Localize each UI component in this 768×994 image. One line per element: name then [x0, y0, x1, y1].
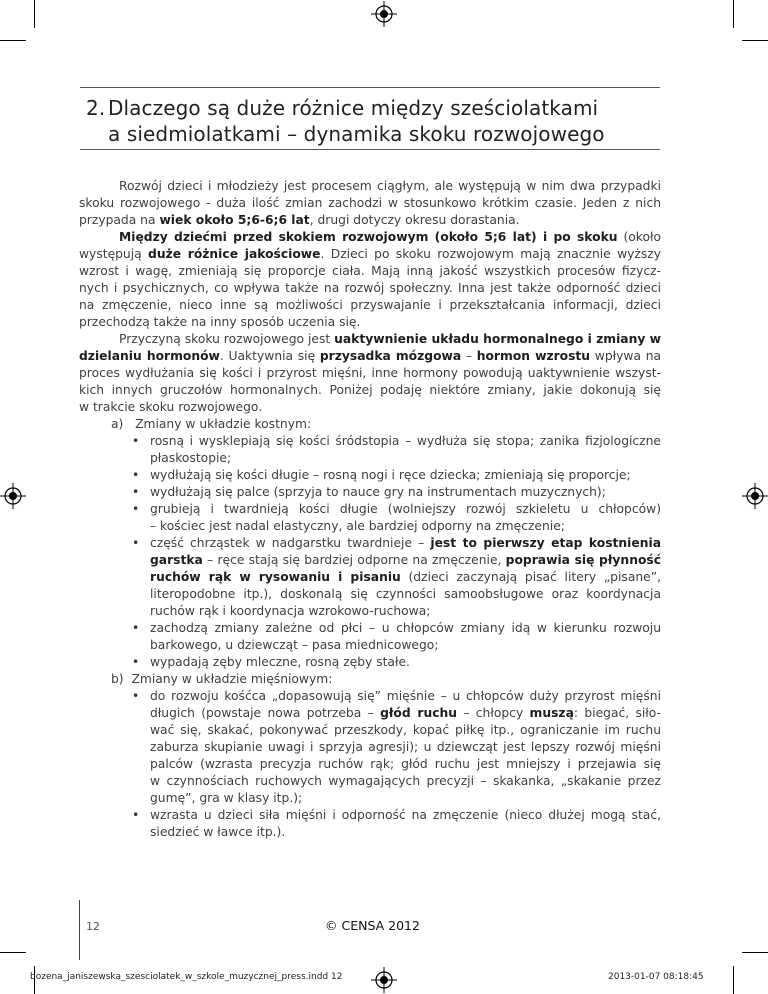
paragraph-line: w trakcie skoku rozwojowego. [79, 400, 263, 414]
paragraph-line: skoku rozwojowego - duża ilość zmian zachodzi w stosunkowo krótkim czasie. Jeden z nich [79, 196, 661, 210]
print-slug-date: 2013-01-07 08:18:45 [608, 972, 704, 982]
section-a-title: a) Zmiany w układzie kostnym: [111, 417, 312, 431]
crop-mark [742, 40, 768, 41]
crop-mark [34, 0, 35, 28]
chapter-heading: 2. Dlaczego są duże różnice między sześciolatkami a siedmiolatkami – dynamika skoku rozwojowego [86, 96, 605, 146]
paragraph-line: na zmęczenie, nieco inne są możliwości przyswajanie i przekształcania informacji, dzieci [79, 298, 661, 312]
list-item-cont: gumę”, gra w klasy itp.); [150, 791, 303, 805]
paragraph-line: Przyczyną skoku rozwojowego jest uaktywnienie układu hormonalnego i zmiany w [119, 332, 661, 346]
list-item: • wypadają zęby mleczne, rosną zęby stałe. [79, 654, 661, 671]
list-item: • wydłużają się palce (sprzyja to nauce gry na instrumentach muzycznych); [79, 484, 661, 501]
list-item-cont: siedzieć w ławce itp.). [150, 825, 286, 839]
crop-mark [733, 0, 734, 28]
paragraph-line: proces wydłużania się kości i przyrost mięśni, inne hormony powodują uaktywnienie wszyst- [79, 366, 661, 380]
paragraph-line: wzrost i wagę, zmieniają się proporcje ciała. Mają inną jakość wszystkich procesów fizycz- [79, 264, 661, 278]
crop-mark [0, 40, 26, 41]
registration-mark-icon [742, 483, 768, 509]
list-item-cont: zaburza skupianie uwagi i sprzyja agresji); u dziewcząt jest lepszy rozwój mięśni [150, 740, 661, 754]
section-b-title: b) Zmiany w układzie mięśniowym: [111, 672, 333, 686]
footer-rule [79, 900, 80, 960]
paragraph-line: przechodzą także na inny sposób uczenia się. [79, 315, 361, 329]
paragraph-line: Rozwój dzieci i młodzieży jest procesem ciągłym, ale występują w nim dwa przypadki [119, 179, 661, 193]
list-item-cont: ruchów rąk i koordynacja wzrokowo-ruchowa; [150, 604, 431, 618]
heading-rule-top [80, 87, 660, 88]
list-item: • wzrasta u dzieci siła mięśni i odporność na zmęczenie (nieco dłużej mogą stać, [79, 807, 661, 824]
paragraph-line: przypada na wiek około 5;6-6;6 lat, drugi dotyczy okresu dorastania. [79, 213, 520, 227]
registration-mark-icon [371, 967, 397, 993]
paragraph-line: występują duże różnice jakościowe. Dzieci po skoku rozwojowym mają znacznie wyższy [79, 247, 661, 261]
paragraph-line: dzielaniu hormonów. Uaktywnia się przysadka mózgowa – hormon wzrostu wpływa na [79, 349, 661, 363]
registration-mark-icon [371, 1, 397, 27]
paragraph-line: nych i psychicznych, co wpływa także na rozwój społeczny. Inna jest także odporność dzieci [79, 281, 661, 295]
page-number: 12 [86, 920, 100, 933]
list-item-cont: wać się, skakać, pokonywać przeszkody, kopać piłkę itp., ograniczanie im ruchu [150, 723, 661, 737]
list-item-cont: w czynnościach ruchowych wymagających precyzji – skakanka, „skakanie przez [150, 774, 661, 788]
registration-mark-icon [0, 483, 26, 509]
print-slug-file: bozena_janiszewska_szesciolatek_w_szkole_muzycznej_press.indd 12 [30, 972, 343, 982]
list-item-cont: literopodobne itp.), doskonalą się czynności samoobsługowe oraz koordynacja [150, 587, 661, 601]
crop-mark [733, 966, 734, 994]
list-item-cont: – kościec jest nadal elastyczny, ale bardziej odporny na zmęczenie; [150, 519, 565, 533]
heading-rule-bottom [80, 149, 660, 150]
list-item: • wydłużają się kości długie – rosną nogi i ręce dziecka; zmieniają się proporcje; [79, 467, 661, 484]
list-item-cont: barkowego, u dziewcząt – pasa miednicowego; [150, 638, 439, 652]
list-item-cont: płaskostopie; [150, 451, 232, 465]
list-item-cont: ruchów rąk w rysowaniu i pisaniu (dzieci zaczynają pisać litery „pisane”, [150, 570, 661, 584]
list-item-cont: długich (powstaje nowa potrzeba – głód ruchu – chłopcy muszą: biegać, siło- [150, 706, 661, 720]
list-item: • część chrząstek w nadgarstku twardnieje – jest to pierwszy etap kostnienia [79, 535, 661, 552]
copyright: © CENSA 2012 [325, 918, 420, 933]
crop-mark [742, 952, 768, 953]
list-item: • do rozwoju kośćca „dopasowują się” mięśnie – u chłopców duży przyrost mięśni [79, 688, 661, 705]
paragraph-line: kich innych gruczołów hormonalnych. Poniżej podaję niektóre zmiany, jakie dokonują się [79, 383, 661, 397]
list-item: • zachodzą zmiany zależne od płci – u chłopców zmiany idą w kierunku rozwoju [79, 620, 661, 637]
paragraph-line: Między dziećmi przed skokiem rozwojowym (około 5;6 lat) i po skoku (około [119, 230, 661, 244]
list-item-cont: garstka – ręce stają się bardziej odporne na zmęczenie, poprawia się płynność [150, 553, 661, 567]
list-item: • rosną i wysklepiają się kości śródstopia – wydłuża się stopa; zanika fizjologiczne [79, 433, 661, 450]
crop-mark [0, 952, 26, 953]
body-text [79, 178, 661, 841]
list-item: • grubieją i twardnieją kości długie (wolniejszy rozwój szkieletu u chłopców) [79, 501, 661, 518]
list-item-cont: palców (wzrasta precyzja ruchów rąk; głód ruchu jest mniejszy i przejawia się [150, 757, 661, 771]
